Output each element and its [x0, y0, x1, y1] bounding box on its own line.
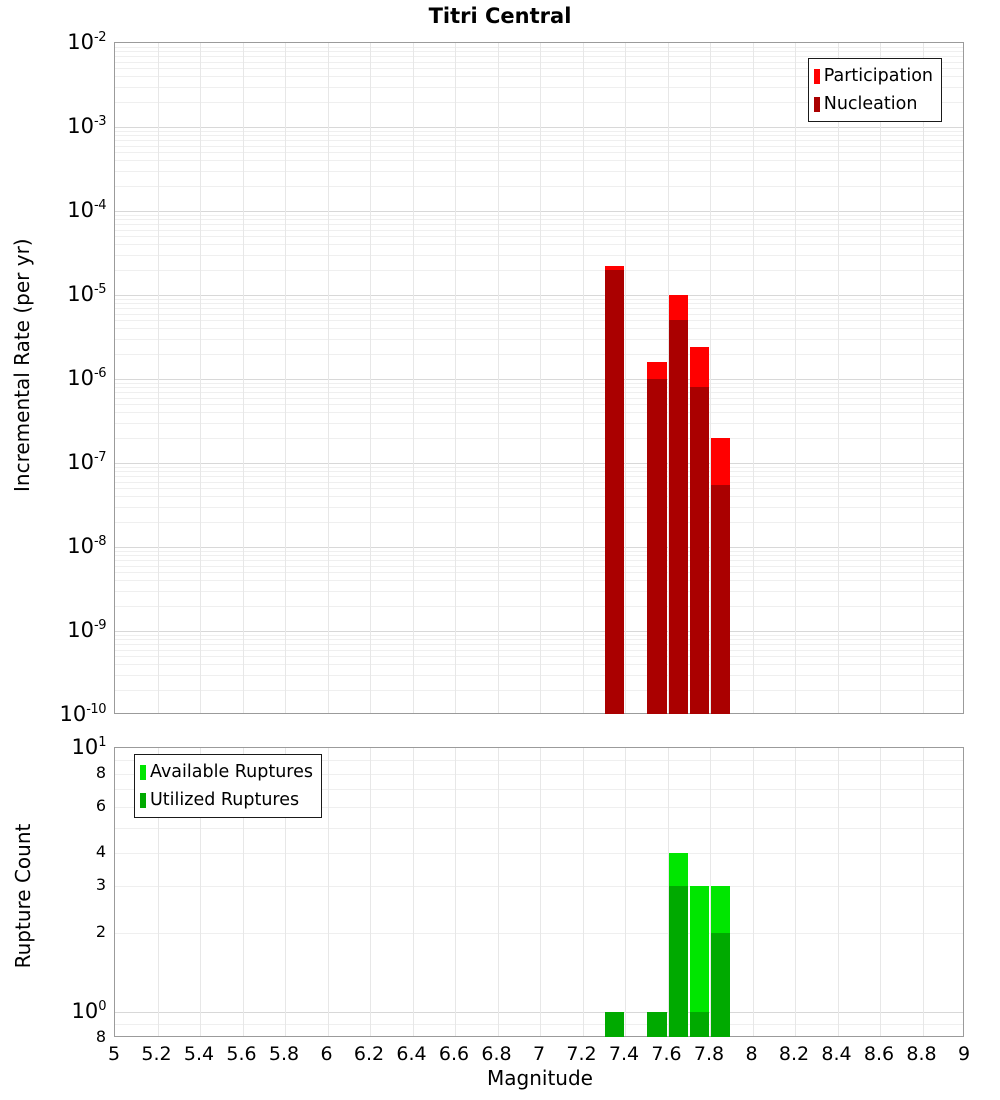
legend-swatch — [140, 765, 146, 780]
x-tick-label: 8.2 — [778, 1043, 810, 1065]
legend-label: Nucleation — [823, 94, 918, 114]
legend — [808, 58, 942, 122]
bottom-y-axis-label: Rupture Count — [11, 823, 35, 969]
x-tick-label: 6.6 — [438, 1043, 470, 1065]
x-axis-label: Magnitude — [487, 1066, 593, 1090]
vertical-gridline — [370, 43, 371, 713]
x-tick-label: 7.8 — [693, 1043, 725, 1065]
vertical-gridline — [753, 43, 754, 713]
legend-swatch — [140, 793, 146, 808]
y-tick-label: 3 — [95, 875, 106, 895]
incremental-rate-plot — [114, 42, 964, 714]
vertical-gridline — [200, 43, 201, 713]
vertical-gridline — [243, 43, 244, 713]
legend-label: Participation — [823, 66, 933, 86]
legend-item — [140, 786, 313, 814]
vertical-gridline — [583, 748, 584, 1036]
vertical-gridline — [285, 43, 286, 713]
vertical-gridline — [413, 43, 414, 713]
bar — [647, 379, 666, 714]
bar — [690, 387, 709, 714]
vertical-gridline — [625, 748, 626, 1036]
x-tick-label: 6.4 — [396, 1043, 427, 1065]
x-tick-label: 8.6 — [863, 1043, 895, 1065]
vertical-gridline — [838, 43, 839, 713]
y-tick-label: $10^{-5}$ — [67, 282, 106, 306]
vertical-gridline — [498, 748, 499, 1036]
vertical-gridline — [795, 748, 796, 1036]
vertical-gridline — [583, 43, 584, 713]
bar — [669, 320, 688, 714]
x-tick-label: 6.8 — [481, 1043, 512, 1065]
x-tick-label: 5 — [107, 1043, 121, 1065]
y-tick-label: 8 — [95, 762, 106, 782]
y-tick-label: $10^{-7}$ — [67, 450, 106, 474]
legend-item — [814, 90, 933, 118]
vertical-gridline — [838, 748, 839, 1036]
x-tick-label: 7 — [532, 1043, 546, 1065]
bar — [605, 1012, 624, 1037]
vertical-gridline — [455, 748, 456, 1036]
bar — [669, 886, 688, 1037]
bar — [711, 485, 730, 714]
x-tick-label: 8.4 — [821, 1043, 852, 1065]
x-tick-label: 8.8 — [906, 1043, 937, 1065]
y-tick-label: 4 — [95, 842, 106, 862]
legend-label: Utilized Ruptures — [150, 790, 300, 810]
y-tick-label: $10^1$ — [71, 735, 106, 759]
vertical-gridline — [158, 43, 159, 713]
vertical-gridline — [498, 43, 499, 713]
rupture-count-plot — [114, 747, 964, 1037]
y-tick-label: $10^{-4}$ — [67, 198, 106, 222]
y-tick-label: $10^{-8}$ — [67, 534, 106, 558]
x-tick-label: 7.4 — [608, 1043, 640, 1065]
legend-swatch — [814, 97, 820, 112]
x-tick-label: 5.4 — [183, 1043, 215, 1065]
y-tick-label: $10^{-10}$ — [59, 702, 106, 726]
vertical-gridline — [540, 748, 541, 1036]
vertical-gridline — [923, 43, 924, 713]
legend-item — [140, 758, 313, 786]
legend-item — [814, 62, 933, 90]
x-tick-label: 5.2 — [141, 1043, 172, 1065]
y-tick-label: $10^{-9}$ — [67, 618, 106, 642]
legend — [134, 754, 322, 818]
x-tick-label: 6 — [320, 1043, 333, 1065]
top-y-axis-label: Incremental Rate (per yr) — [10, 238, 34, 492]
x-tick-label: 7.2 — [566, 1043, 597, 1065]
vertical-gridline — [880, 43, 881, 713]
vertical-gridline — [328, 43, 329, 713]
x-tick-label: 7.6 — [651, 1043, 682, 1065]
vertical-gridline — [753, 748, 754, 1036]
legend-swatch — [814, 69, 820, 84]
vertical-gridline — [540, 43, 541, 713]
y-tick-label: 2 — [95, 921, 106, 941]
vertical-gridline — [370, 748, 371, 1036]
vertical-gridline — [923, 748, 924, 1036]
bar — [690, 1012, 709, 1037]
vertical-gridline — [880, 748, 881, 1036]
y-tick-label: 6 — [95, 795, 106, 815]
legend-label: Available Ruptures — [150, 762, 313, 782]
vertical-gridline — [795, 43, 796, 713]
y-tick-label: $10^{-6}$ — [67, 366, 106, 390]
vertical-gridline — [413, 748, 414, 1036]
vertical-gridline — [328, 748, 329, 1036]
y-tick-label: $10^0$ — [71, 999, 106, 1024]
x-tick-label: 8 — [745, 1043, 758, 1065]
x-tick-label: 5.8 — [268, 1043, 300, 1065]
y-tick-label: $10^{-2}$ — [67, 30, 106, 54]
vertical-gridline — [625, 43, 626, 713]
vertical-gridline — [455, 43, 456, 713]
bar — [647, 1012, 666, 1037]
x-tick-label: 6.2 — [353, 1043, 385, 1065]
chart-title: Titri Central — [428, 4, 572, 28]
bar — [711, 933, 730, 1037]
bar — [605, 270, 624, 714]
y-tick-label: $10^{-3}$ — [67, 114, 106, 138]
x-tick-label: 5.6 — [226, 1043, 257, 1065]
x-tick-label: 9 — [957, 1043, 971, 1065]
y-tick-label: 8 — [95, 1027, 106, 1046]
